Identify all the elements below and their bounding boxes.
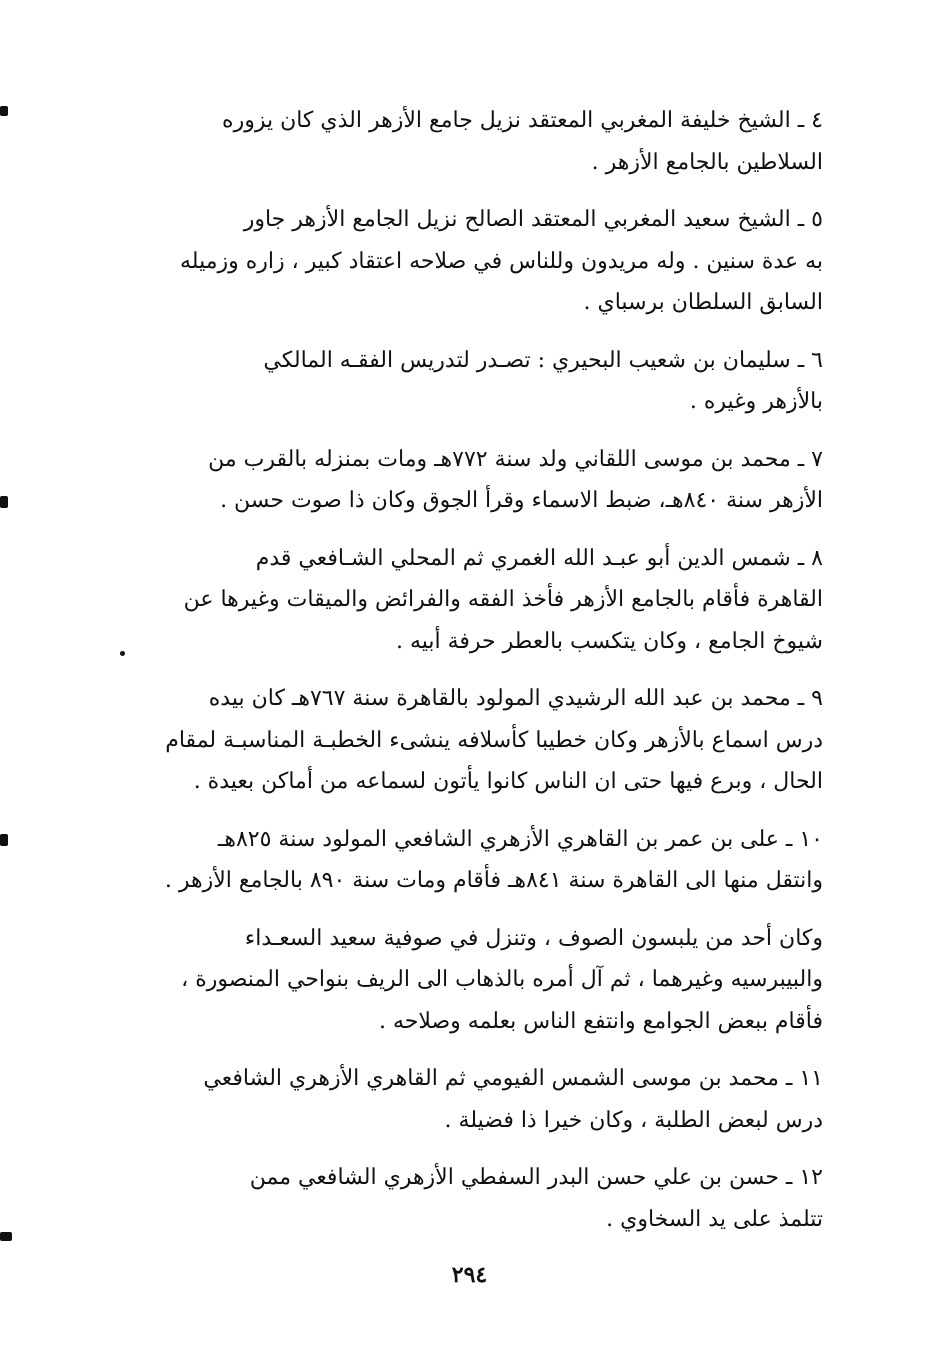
paragraph [128, 1157, 823, 1240]
text-line: به عدة سنين . وله مريدون وللناس في صلاحه اعتقاد كبير ، زاره وزميله [180, 248, 823, 274]
paragraph [128, 340, 823, 423]
page-number: ٢٩٤ [451, 1262, 488, 1288]
text-line: السابق السلطان برسباي . [583, 290, 823, 315]
text-line: الحال ، وبرع فيها حتى ان الناس كانوا يأتون لسماعه من أماكن بعيدة . [193, 769, 823, 794]
scan-mark [0, 834, 8, 846]
text-line: ٦ ـ سليمان بن شعيب البحيري : تصـدر لتدريس الفقـه المالكي [263, 347, 823, 373]
text-line: وكان أحد من يلبسون الصوف ، وتنزل في صوفية سعيد السعـداء [244, 925, 823, 951]
text-line: ١٢ ـ حسن بن علي حسن البدر السفطي الأزهري الشافعي ممن [249, 1165, 823, 1190]
text-line: تتلمذ على يد السخاوي . [606, 1206, 823, 1232]
text-line: ٧ ـ محمد بن موسى اللقاني ولد سنة ٧٧٢هـ ومات بمنزله بالقرب من [208, 446, 823, 472]
text-line: ٩ ـ محمد بن عبد الله الرشيدي المولود بالقاهرة سنة ٧٦٧هـ كان بيده [208, 686, 823, 711]
text-line: بالأزهر وغيره . [689, 389, 823, 414]
text-line: ٥ ـ الشيخ سعيد المغربي المعتقد الصالح نزيل الجامع الأزهر جاور [243, 207, 823, 232]
text-line: ٨ ـ شمس الدين أبو عبـد الله الغمري ثم المحلي الشـافعي قدم [255, 545, 823, 571]
text-line: شيوخ الجامع ، وكان يتكسب بالعطر حرفة أبيه . [395, 628, 823, 654]
text-line: والبيبرسيه وغيرهما ، ثم آل أمره بالذهاب الى الريف بنواحي المنصورة ، [181, 967, 823, 992]
text-line: وانتقل منها الى القاهرة سنة ٨٤١هـ فأقام ومات سنة ٨٩٠ بالجامع الأزهر . [164, 868, 823, 893]
text-line: السلاطين بالجامع الأزهر . [591, 149, 823, 175]
scan-mark [120, 651, 125, 656]
text-line: فأقام ببعض الجوامع وانتفع الناس بعلمه وصلاحه . [378, 1008, 823, 1034]
text-line: الأزهر سنة ٨٤٠هـ، ضبط الاسماء وقرأ الجوق وكان ذا صوت حسن . [220, 488, 823, 513]
paragraph [128, 918, 823, 1043]
text-line: درس اسماع بالأزهر وكان خطيبا كأسلافه ينشىء الخطبـة المناسبـة لمقام [165, 727, 823, 753]
scan-mark [0, 1232, 12, 1241]
paragraph [128, 819, 823, 902]
scan-mark [0, 106, 8, 116]
body-text [128, 100, 823, 1256]
paragraph [128, 100, 823, 183]
text-line: ١١ ـ محمد بن موسى الشمس الفيومي ثم القاهري الأزهري الشافعي [203, 1066, 823, 1091]
scan-mark [0, 496, 8, 508]
text-line: ٤ ـ الشيخ خليفة المغربي المعتقد نزيل جامع الأزهر الذي كان يزوره [222, 108, 823, 133]
text-line: درس لبعض الطلبة ، وكان خيرا ذا فضيلة . [444, 1107, 823, 1133]
paragraph [128, 678, 823, 803]
paragraph [128, 538, 823, 663]
paragraph [128, 199, 823, 324]
paragraph [128, 1058, 823, 1141]
text-line: ١٠ ـ على بن عمر بن القاهري الأزهري الشافعي المولود سنة ٨٢٥هـ [217, 826, 823, 852]
text-line: القاهرة فأقام بالجامع الأزهر فأخذ الفقه والفرائض والميقات وغيرها عن [183, 587, 823, 612]
paragraph [128, 439, 823, 522]
